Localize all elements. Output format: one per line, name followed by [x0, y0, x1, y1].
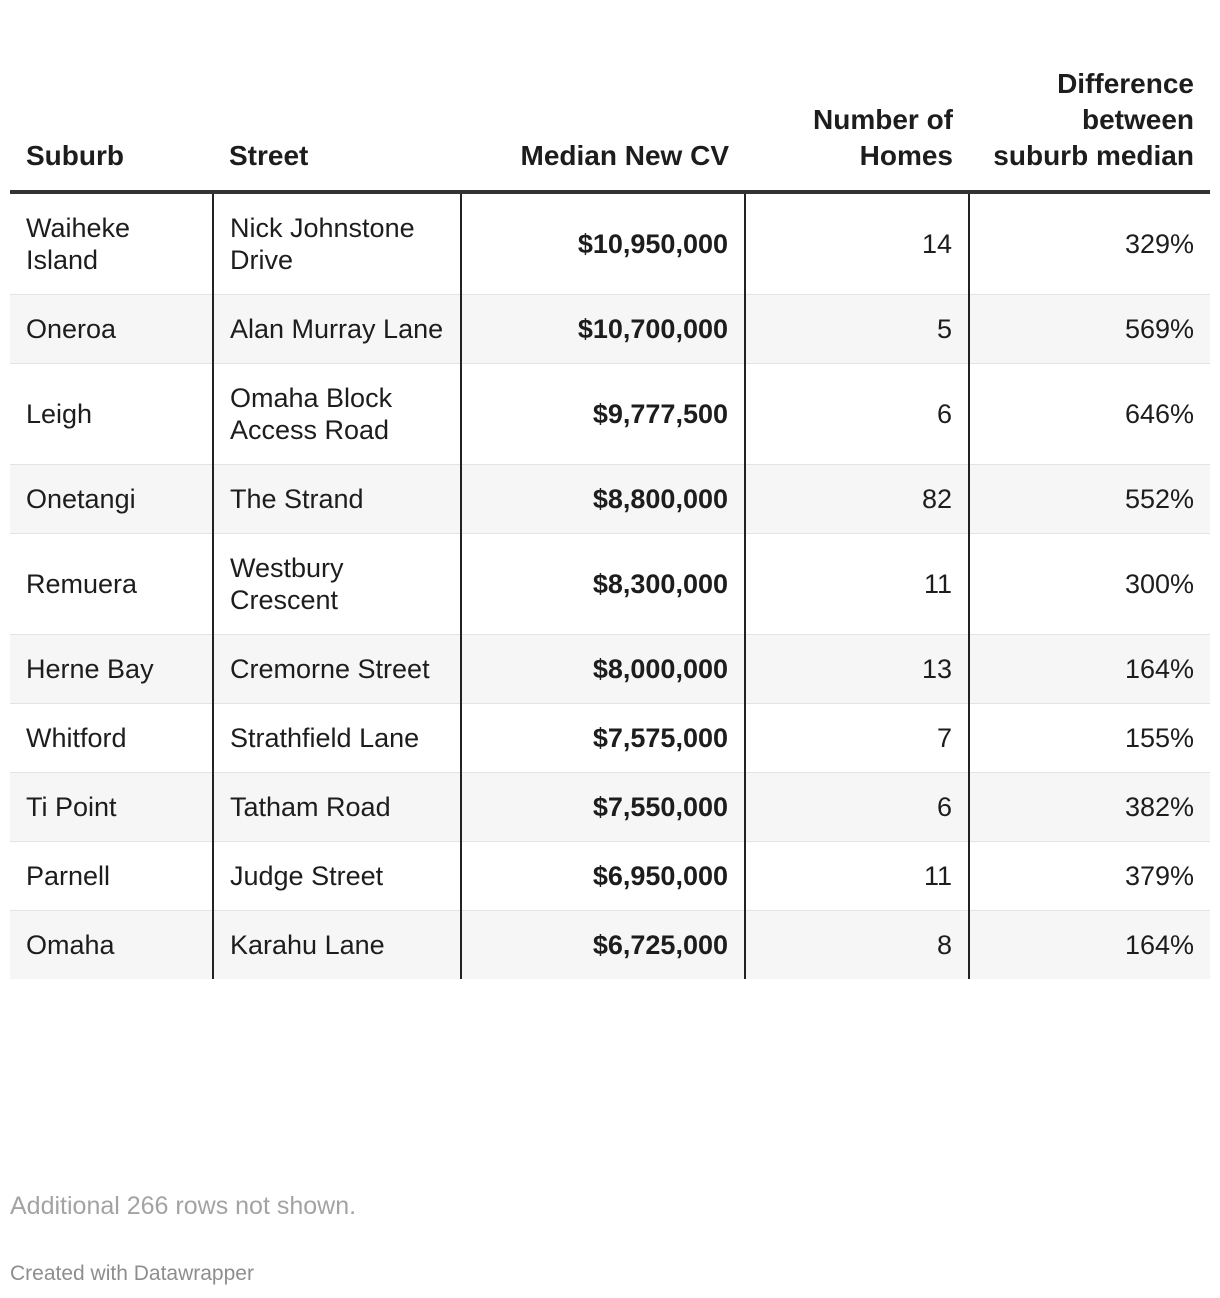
header-number-of-homes[interactable]: Number of Homes [745, 40, 969, 192]
cell-median-new-cv: $10,700,000 [461, 295, 745, 364]
cell-suburb: Onetangi [10, 465, 213, 534]
table-notes: Additional 266 rows not shown. [10, 1192, 357, 1220]
cell-median-new-cv: $8,300,000 [461, 534, 745, 635]
table-row [10, 364, 1210, 465]
cell-number-of-homes: 6 [745, 364, 969, 465]
cell-difference: 155% [969, 704, 1210, 773]
cell-median-new-cv: $8,800,000 [461, 465, 745, 534]
header-difference[interactable]: Difference between suburb median [969, 40, 1210, 192]
data-table [10, 40, 1210, 979]
cell-street: Tatham Road [213, 773, 461, 842]
cell-suburb: Whitford [10, 704, 213, 773]
table-row [10, 704, 1210, 773]
cell-number-of-homes: 11 [745, 534, 969, 635]
cell-number-of-homes: 13 [745, 635, 969, 704]
cell-median-new-cv: $6,725,000 [461, 911, 745, 980]
cell-street: The Strand [213, 465, 461, 534]
cell-median-new-cv: $7,575,000 [461, 704, 745, 773]
cell-suburb: Oneroa [10, 295, 213, 364]
cell-difference: 569% [969, 295, 1210, 364]
cell-difference: 646% [969, 364, 1210, 465]
cell-street: Strathfield Lane [213, 704, 461, 773]
cell-number-of-homes: 5 [745, 295, 969, 364]
table-body [10, 192, 1210, 979]
cell-number-of-homes: 7 [745, 704, 969, 773]
cell-median-new-cv: $8,000,000 [461, 635, 745, 704]
cell-median-new-cv: $9,777,500 [461, 364, 745, 465]
cell-difference: 300% [969, 534, 1210, 635]
cell-suburb: Waiheke Island [10, 192, 213, 295]
table-row [10, 773, 1210, 842]
cell-street: Karahu Lane [213, 911, 461, 980]
datawrapper-credit: Created with Datawrapper [10, 1262, 254, 1285]
cell-number-of-homes: 6 [745, 773, 969, 842]
cell-difference: 552% [969, 465, 1210, 534]
cell-street: Westbury Crescent [213, 534, 461, 635]
cell-street: Omaha Block Access Road [213, 364, 461, 465]
cell-median-new-cv: $10,950,000 [461, 192, 745, 295]
cell-difference: 164% [969, 911, 1210, 980]
table-row [10, 635, 1210, 704]
cell-number-of-homes: 11 [745, 842, 969, 911]
table-row [10, 295, 1210, 364]
cell-number-of-homes: 14 [745, 192, 969, 295]
cell-difference: 329% [969, 192, 1210, 295]
table-row [10, 911, 1210, 980]
cell-number-of-homes: 8 [745, 911, 969, 980]
cell-difference: 382% [969, 773, 1210, 842]
header-street[interactable]: Street [213, 40, 461, 192]
header-median-new-cv[interactable]: Median New CV [461, 40, 745, 192]
cell-street: Alan Murray Lane [213, 295, 461, 364]
cell-number-of-homes: 82 [745, 465, 969, 534]
cell-street: Judge Street [213, 842, 461, 911]
cell-median-new-cv: $6,950,000 [461, 842, 745, 911]
header-suburb[interactable]: Suburb [10, 40, 213, 192]
cell-suburb: Leigh [10, 364, 213, 465]
cell-suburb: Herne Bay [10, 635, 213, 704]
table-row [10, 842, 1210, 911]
cell-suburb: Omaha [10, 911, 213, 980]
cell-difference: 379% [969, 842, 1210, 911]
table-row [10, 534, 1210, 635]
cell-street: Nick Johnstone Drive [213, 192, 461, 295]
cell-median-new-cv: $7,550,000 [461, 773, 745, 842]
table-row [10, 192, 1210, 295]
cell-suburb: Remuera [10, 534, 213, 635]
cell-street: Cremorne Street [213, 635, 461, 704]
cell-difference: 164% [969, 635, 1210, 704]
cell-suburb: Ti Point [10, 773, 213, 842]
cell-suburb: Parnell [10, 842, 213, 911]
header-row [10, 40, 1210, 192]
table-row [10, 465, 1210, 534]
